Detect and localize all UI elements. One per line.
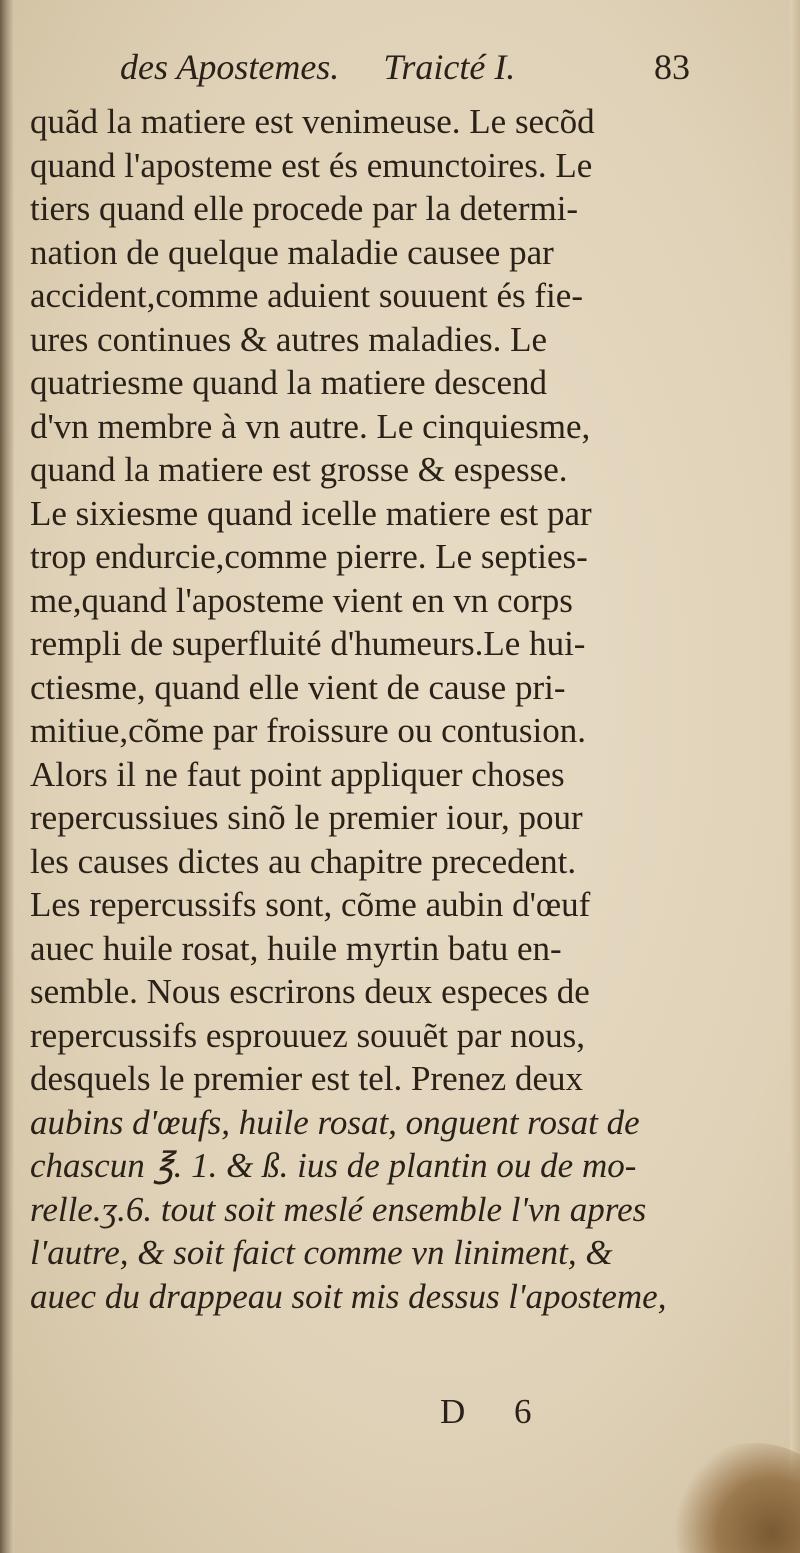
text-line: repercussifs esprouuez souuẽt par nous,	[30, 1015, 585, 1055]
text-line: auec huile rosat, huile myrtin batu en-	[30, 928, 562, 968]
text-line: me,quand l'aposteme vient en vn corps	[30, 580, 573, 620]
text-line: quatriesme quand la matiere descend	[30, 363, 548, 402]
text-line: desquels le premier est tel. Prenez deux	[30, 1059, 583, 1098]
text-line: rempli de superfluité d'humeurs.Le hui-	[30, 624, 586, 663]
running-head	[120, 46, 690, 98]
corner-stain	[670, 1443, 800, 1553]
page-edge	[790, 0, 800, 1553]
signature-mark: D 6	[440, 1392, 552, 1431]
folio-number: 83	[654, 47, 690, 87]
text-line: Les repercussifs sont, cõme aubin d'œuf	[30, 885, 591, 924]
text-line: quãd la matiere est venimeuse. Le secõd	[30, 102, 595, 141]
text-line: ures continues & autres maladies. Le	[30, 319, 548, 359]
text-line: semble. Nous escrirons deux especes de	[30, 972, 590, 1011]
text-line: mitiue,cõme par froissure ou contusion.	[30, 711, 586, 750]
text-line: nation de quelque maladie causee par	[30, 232, 554, 272]
text-line: l'autre, & soit faict comme vn liniment, &	[30, 1233, 613, 1272]
running-head-treatise: Traicté I.	[383, 47, 516, 87]
text-line: Alors il ne faut point appliquer choses	[30, 754, 565, 794]
text-line: auec du drappeau soit mis dessus l'aposteme,	[30, 1276, 667, 1316]
text-line: aubins d'œufs, huile rosat, onguent rosat de	[30, 1102, 640, 1142]
text-line: d'vn membre à vn autre. Le cinquiesme,	[30, 406, 591, 446]
binding-gutter	[0, 0, 14, 1553]
text-line: trop endurcie,comme pierre. Le septies-	[30, 537, 588, 576]
text-line: tiers quand elle procede par la determi-	[30, 189, 579, 228]
body-text	[30, 100, 680, 1318]
text-line: quand l'aposteme est és emunctoires. Le	[30, 145, 593, 185]
text-line: chascun ℥. 1. & ß. ius de plantin ou de mo-	[30, 1146, 637, 1185]
text-line: Le sixiesme quand icelle matiere est par	[30, 493, 592, 533]
text-line: relle.ʒ.6. tout soit meslé ensemble l'vn apres	[30, 1189, 647, 1229]
text-line: ctiesme, quand elle vient de cause pri-	[30, 667, 566, 707]
running-head-title: des Apostemes.	[120, 47, 340, 87]
text-line: repercussiues sinõ le premier iour, pour	[30, 798, 583, 837]
text-line: accident,comme aduient souuent és fie-	[30, 276, 583, 315]
text-line: quand la matiere est grosse & espesse.	[30, 450, 568, 489]
text-line: les causes dictes au chapitre precedent.	[30, 841, 577, 881]
